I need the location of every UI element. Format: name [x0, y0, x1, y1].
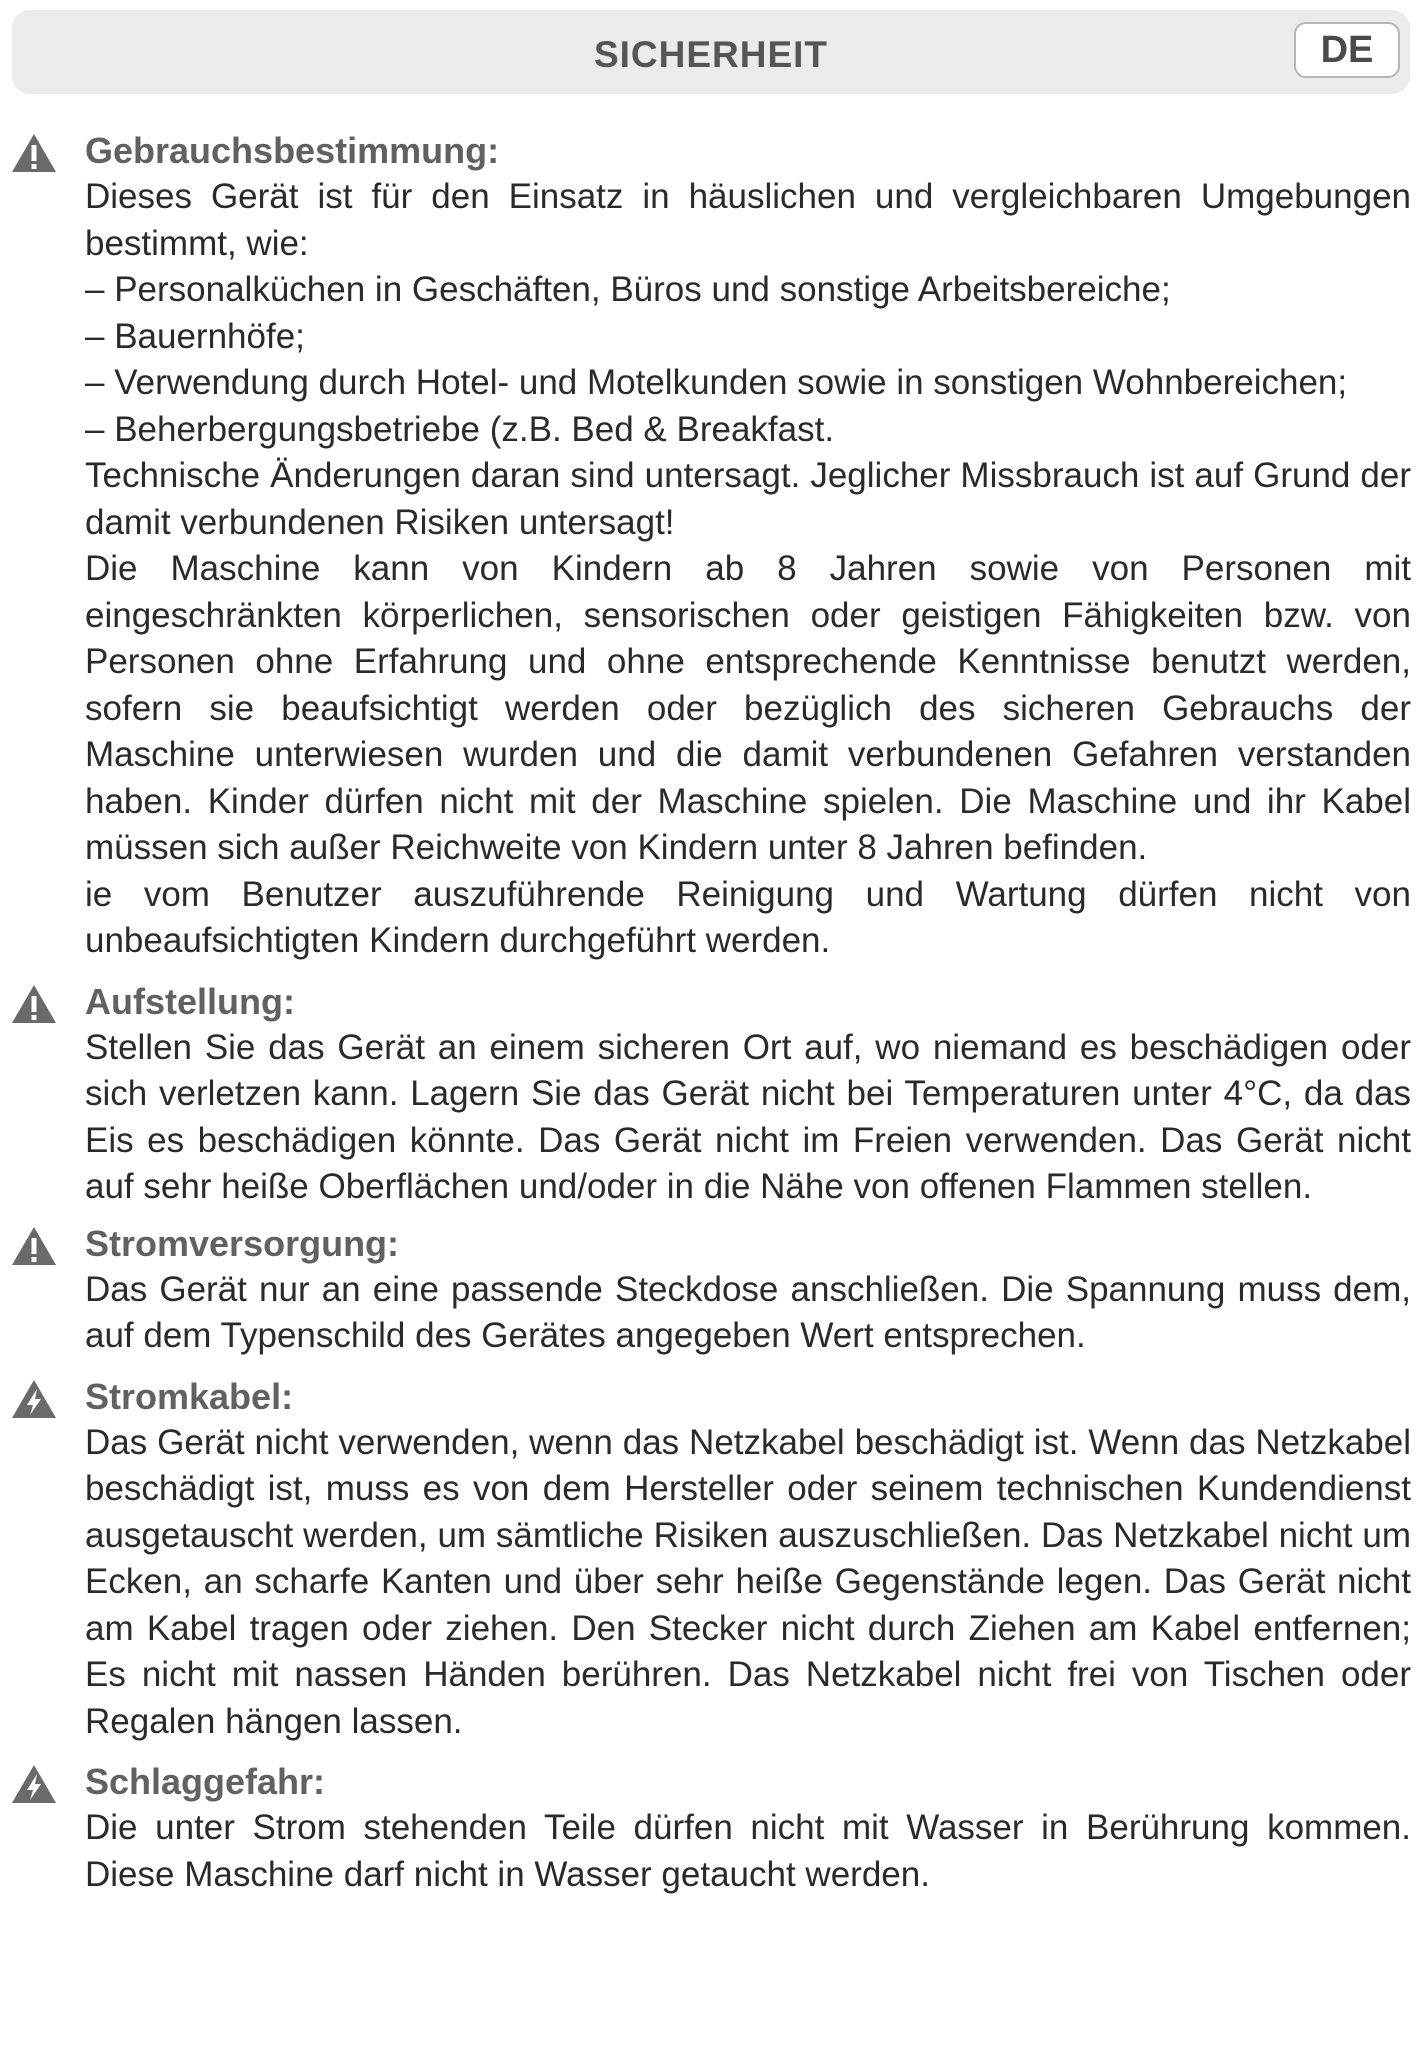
section-intro: Dieses Gerät ist für den Einsatz in häuslichen und vergleichbaren Umgebungen bestimmt, wie:: [85, 177, 1411, 263]
paragraph: ie vom Benutzer auszuführende Reinigung und Wartung dürfen nicht von unbeaufsichtigten Kindern durchgeführt werden.: [85, 874, 1411, 960]
warning-triangle-icon: [10, 1225, 58, 1267]
section-stromversorgung: [0, 1221, 1425, 1360]
section-title: Schlaggefahr:: [85, 1761, 326, 1802]
paragraph: Technische Änderungen daran sind untersagt. Jeglicher Missbrauch ist auf Grund der damit verbundenen Risiken untersagt!: [85, 456, 1411, 542]
list-item: – Beherbergungsbetriebe (z.B. Bed & Breakfast.: [85, 409, 835, 449]
list-item: – Verwendung durch Hotel- und Motelkunden sowie in sonstigen Wohnbereichen;: [85, 363, 1348, 402]
header-bar: [12, 10, 1410, 94]
paragraph: Das Gerät nicht verwenden, wenn das Netzkabel beschädigt ist. Wenn das Netzkabel beschädigt ist, muss es von dem Hersteller oder seinem technischen Kundendienst ausgetauscht werden, um sämtliche Risiken auszuschließen. Das Netzkabel nicht um Ecken, an scharfe Kanten und über sehr heiße Gegenstände legen. Das Gerät nicht am Kabel tragen oder ziehen. Den Stecker nicht durch Ziehen am Kabel entfernen; Es nicht mit nassen Händen berühren. Das Netzkabel nicht frei von Tischen oder Regalen hängen lassen.: [85, 1422, 1411, 1741]
list-item: – Bauernhöfe;: [85, 316, 305, 356]
paragraph: Das Gerät nur an eine passende Steckdose anschließen. Die Spannung muss dem, auf dem Typenschild des Gerätes angegeben Wert entsprechen.: [85, 1269, 1411, 1355]
electric-hazard-icon: [10, 1378, 58, 1420]
paragraph: Die Maschine kann von Kindern ab 8 Jahren sowie von Personen mit eingeschränkten körperlichen, sensorischen oder geistigen Fähigkeiten bzw. von Personen ohne Erfahrung und ohne entsprechende Kenntnisse benutzt werden, sofern sie beaufsichtigt werden oder bezüglich des sicheren Gebrauchs der Maschine unterwiesen wurden und die damit verbundenen Gefahren verstanden haben. Kinder dürfen nicht mit der Maschine spielen. Die Maschine und ihr Kabel müssen sich außer Reichweite von Kindern unter 8 Jahren befinden.: [85, 549, 1411, 867]
electric-hazard-icon: [10, 1763, 58, 1805]
section-title: Stromversorgung:: [85, 1222, 400, 1264]
section-title: Aufstellung:: [85, 980, 295, 1022]
section-title: Gebrauchsbestimmung:: [85, 130, 500, 171]
section-stromkabel: [0, 1374, 1425, 1746]
list-item: – Personalküchen in Geschäften, Büros und sonstige Arbeitsbereiche;: [85, 270, 1171, 309]
paragraph: Stellen Sie das Gerät an einem sicheren Ort auf, wo niemand es beschädigen oder sich verletzen kann. Lagern Sie das Gerät nicht bei Temperaturen unter 4°C, da das Eis es beschädigen könnte. Das Gerät nicht im Freien verwenden. Das Gerät nicht auf sehr heiße Oberflächen und/oder in die Nähe von offenen Flammen stellen.: [85, 1027, 1411, 1206]
warning-triangle-icon: [10, 132, 58, 174]
page-title: SICHERHEIT: [593, 34, 829, 75]
section-aufstellung: [0, 979, 1425, 1211]
paragraph: Die unter Strom stehenden Teile dürfen nicht mit Wasser in Berührung kommen. Diese Maschine darf nicht in Wasser getaucht werden.: [85, 1808, 1411, 1894]
warning-triangle-icon: [10, 983, 58, 1025]
section-gebrauchsbestimmung: [0, 128, 1425, 965]
section-schlaggefahr: [0, 1759, 1425, 1898]
section-title: Stromkabel:: [85, 1375, 294, 1417]
language-badge: DE: [1294, 22, 1400, 78]
content: [0, 128, 1425, 1908]
